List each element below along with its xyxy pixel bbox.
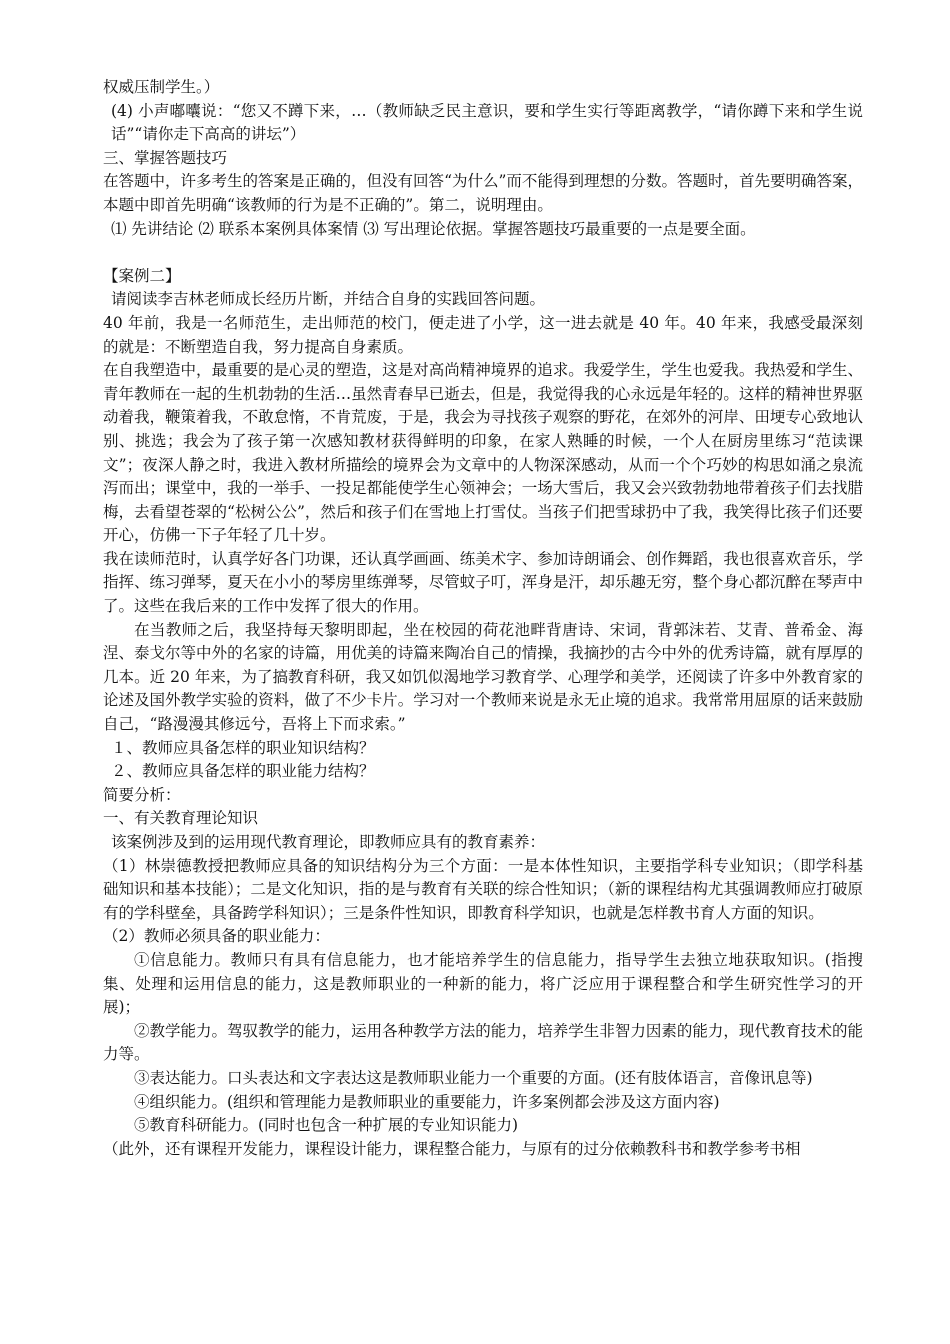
paragraph: 在当教师之后，我坚持每天黎明即起，坐在校园的荷花池畔背唐诗、宋词，背郭沫若、艾青、普希金、海涅、泰戈尔等中外的名家的诗篇，用优美的诗篇来陶冶自己的情操，我摘抄的古今中外的优秀诗篇，就有厚厚的几本。近 20 年来，为了搞教育科研，我又如饥似渴地学习教育学、心理学和美学，还阅读了许多中外教育家的论述及国外教学实验的资料，做了不少卡片。学习对一个教师来说是永无止境的追求。我常常用屈原的话来鼓励自己，“路漫漫其修远兮，吾将上下而求索。” xyxy=(103,620,863,734)
paragraph: 我在读师范时，认真学好各门功课，还认真学画画、练美术字、参加诗朗诵会、创作舞蹈，我也很喜欢音乐，学指挥、练习弹琴，夏天在小小的琴房里练弹琴，尽管蚊子叮，浑身是汗，却乐趣无穷，整个身心都沉醉在琴声中了。这些在我后来的工作中发挥了很大的作用。 xyxy=(103,549,863,616)
paragraph: (4) 小声嘟囔说：“您又不蹲下来，…（教师缺乏民主意识，要和学生实行等距离教学，“请你蹲下来和学生说话”“请你走下高高的讲坛”） xyxy=(111,101,863,144)
list-item: ④组织能力。(组织和管理能力是教师职业的重要能力，许多案例都会涉及这方面内容) xyxy=(134,1092,720,1111)
section-heading: 一、有关教育理论知识 xyxy=(103,809,259,828)
paragraph: （2）教师必须具备的职业能力： xyxy=(103,927,330,946)
paragraph: 在自我塑造中，最重要的是心灵的塑造，这是对高尚精神境界的追求。我爱学生，学生也爱我。我热爱和学生、青年教师在一起的生机勃勃的生活…虽然青春早已逝去，但是，我觉得我的心永远是年轻的。这样的精神世界驱动着我，鞭策着我，不敢怠惰，不肯荒废，于是，我会为寻找孩子观察的野花，在郊外的河岸、田埂专心致地认别、挑选；我会为了孩子第一次感知教材获得鲜明的印象，在家人熟睡的时候，一个人在厨房里练习“范读课文”；夜深人静之时，我进入教材所描绘的境界会为文章中的人物深深感动，从而一个个巧妙的构思如涌之泉流泻而出；课堂中，我的一举手、一投足都能使学生心领神会；一场大雪后，我又会兴致勃勃地带着孩子们去找腊梅，去看望苍翠的“松树公公”，然后和孩子们在雪地上打雪仗。当孩子们把雪球扔中了我，我笑得比孩子们还要开心，仿佛一下子年轻了几十岁。 xyxy=(103,361,863,545)
paragraph: 40 年前，我是一名师范生，走出师范的校门，便走进了小学，这一进去就是 40 年。40 年来，我感受最深刻的就是：不断塑造自我，努力提高自身素质。 xyxy=(103,313,863,356)
list-item: ③表达能力。口头表达和文字表达这是教师职业能力一个重要的方面。(还有肢体语言，音像讯息等) xyxy=(134,1068,813,1087)
paragraph: 权威压制学生。） xyxy=(103,78,220,96)
paragraph: 请阅读李吉林老师成长经历片断，并结合自身的实践回答问题。 xyxy=(111,290,546,309)
document-page xyxy=(103,76,863,1161)
question-item: ２、教师应具备怎样的职业能力结构？ xyxy=(111,762,375,781)
analysis-heading: 简要分析： xyxy=(103,785,181,804)
list-item: ②教学能力。驾驭教学的能力，运用各种教学方法的能力，培养学生非智力因素的能力，现代教育技术的能力等。 xyxy=(103,1021,863,1064)
case-heading: 【案例二】 xyxy=(103,266,181,285)
section-heading: 三、掌握答题技巧 xyxy=(103,148,228,167)
paragraph: 该案例涉及到的运用现代教育理论，即教师应具有的教育素养： xyxy=(111,833,546,851)
question-item: １、教师应具备怎样的职业知识结构？ xyxy=(111,738,375,757)
paragraph: （1）林崇德教授把教师应具备的知识结构分为三个方面：一是本体性知识，主要指学科专业知识；（即学科基础知识和基本技能）；二是文化知识，指的是与教育有关联的综合性知识；（新的课程结构尤其强调教师应打破原有的学科壁垒，具备跨学科知识）；三是条件性知识，即教育科学知识，也就是怎样教书育人方面的知识。 xyxy=(103,856,863,922)
paragraph: 在答题中，许多考生的答案是正确的，但没有回答“为什么”而不能得到理想的分数。答题时，首先要明确答案，本题中即首先明确“该教师的行为是不正确的”。第二，说明理由。 xyxy=(103,172,863,214)
list-item: ①信息能力。教师只有具有信息能力，也才能培养学生的信息能力，指导学生去独立地获取知识。(指搜集、处理和运用信息的能力，这是教师职业的一种新的能力，将广泛应用于课程整合和学生研究性学习的开展)； xyxy=(103,950,863,1017)
list-item: ⑤教育科研能力。(同时也包含一种扩展的专业知识能力) xyxy=(134,1116,519,1135)
paragraph: ⑴ 先讲结论 ⑵ 联系本案例具体案情 ⑶ 写出理论依据。掌握答题技巧最重要的一点是要全面。 xyxy=(111,219,756,238)
blank-line xyxy=(103,241,863,265)
paragraph: （此外，还有课程开发能力，课程设计能力，课程整合能力，与原有的过分依赖教科书和教学参考书相 xyxy=(103,1139,801,1158)
